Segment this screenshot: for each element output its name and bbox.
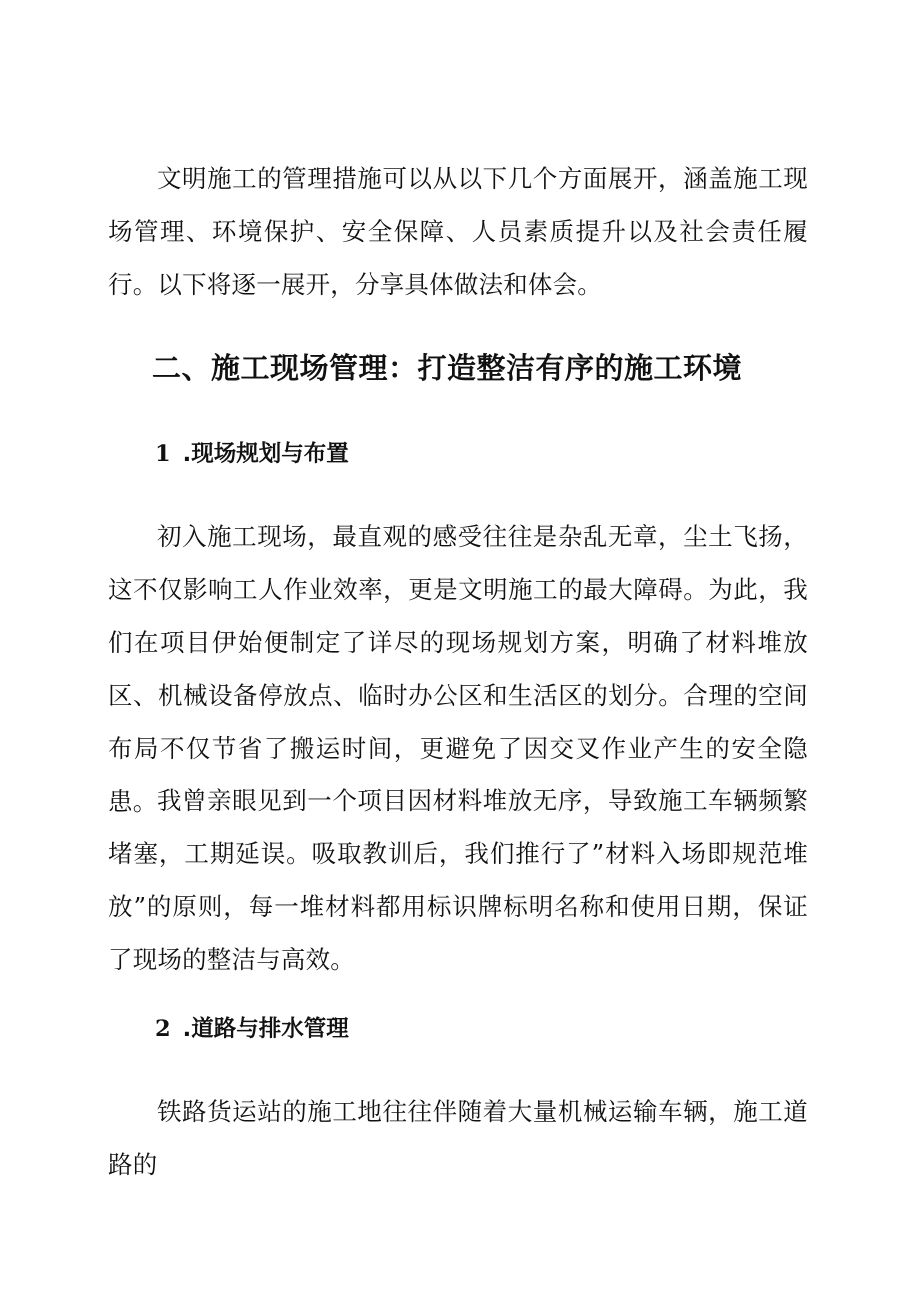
subsection-2-number: 2 (155, 1016, 171, 1042)
intro-paragraph: 文明施工的管理措施可以从以下几个方面展开，涵盖施工现场管理、环境保护、安全保障、人员素质提升以及社会责任履行。以下将逐一展开，分享具体做法和体会。 (108, 164, 808, 299)
subsection-1-title: .现场规划与布置 (182, 441, 349, 467)
subsection-2-paragraph-1: 铁路货运站的施工地往往伴随着大量机械运输车辆，施工道路的 (108, 1097, 808, 1179)
subsection-2-title: .道路与排水管理 (182, 1016, 349, 1042)
section-heading: 二、施工现场管理：打造整洁有序的施工环境 (152, 351, 743, 385)
subsection-1-paragraph-1: 初入施工现场，最直观的感受往往是杂乱无章，尘土飞扬，这不仅影响工人作业效率，更是文明施工的最大障碍。为此，我们在项目伊始便制定了详尽的现场规划方案，明确了材料堆放区、机械设备停放点、临时办公区和生活区的划分。合理的空间布局不仅节省了搬运时间，更避免了因交叉作业产生的安全隐患。 (108, 522, 808, 816)
subsection-1-heading (155, 437, 349, 471)
subsection-2-heading (155, 1012, 349, 1046)
subsection-1-paragraph-2: 我曾亲眼见到一个项目因材料堆放无序，导致施工车辆频繁堵塞，工期延误。吸取教训后，我们推行了”材料入场即规范堆放”的原则，每一堆材料都用标识牌标明名称和使用日期，保证了现场的整洁与高效。 (108, 786, 808, 974)
subsection-1-number: 1 (155, 441, 171, 467)
